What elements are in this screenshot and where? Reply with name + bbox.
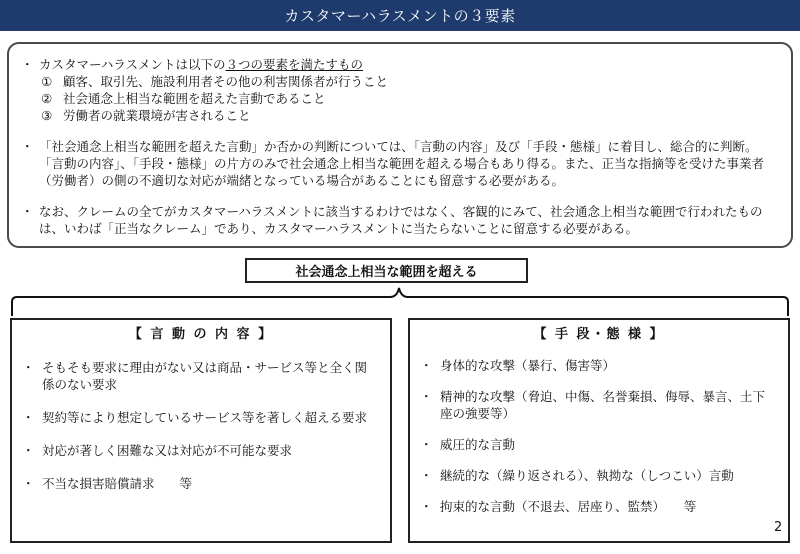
- list-item: ・ そもそも要求に理由がない又は商品・サービス等と全く関係のない要求: [22, 359, 376, 393]
- summary-lead-prefix: カスタマーハラスメントは以下の: [39, 57, 226, 72]
- list-item: ・ 拘束的な言動（不退去、居座り、監禁） 等: [420, 498, 774, 515]
- element-list: [39, 73, 773, 124]
- element-number: ①: [41, 74, 53, 89]
- element-text: 労働者の就業環境が害されること: [63, 108, 251, 123]
- element-number: ②: [41, 91, 53, 106]
- list-item: ・ 契約等により想定しているサービス等を著しく超える要求: [22, 409, 376, 426]
- page-number: 2: [774, 520, 783, 535]
- list-item: ・ 威圧的な言動: [420, 436, 774, 453]
- title-bar: [0, 0, 800, 31]
- page-title: カスタマーハラスメントの３要素: [284, 7, 516, 25]
- list-item: ・ 身体的な攻撃（暴行、傷害等）: [420, 357, 774, 374]
- element-item: [39, 73, 773, 90]
- element-text: 顧客、取引先、施設利用者その他の利害関係者が行うこと: [63, 74, 389, 89]
- summary-bullet-judgement: ・ 「社会通念上相当な範囲を超えた言動」か否かの判断については、「言動の内容」及び「手段・態様」に着目し、総合的に判断。「言動の内容」、「手段・態様」の片方のみで社会通念上相当な範囲を超える場合もあり得る。また、正当な指摘等を受けた事業者（労働者）の側の不適切な対応が端緒となっている場合があることにも留意する必要がある。: [21, 138, 773, 189]
- summary-bullet-definition: [21, 56, 773, 124]
- brace-connector: [0, 280, 800, 320]
- list-item: ・ 不当な損害賠償請求 等: [22, 475, 376, 492]
- means-manner-panel: [408, 318, 790, 543]
- speech-content-list: [12, 359, 390, 492]
- means-manner-header: 【 手 段・態 様 】: [533, 327, 665, 342]
- summary-lead: [39, 56, 773, 73]
- list-item: ・ 精神的な攻撃（脅迫、中傷、名誉棄損、侮辱、暴言、土下座の強要等）: [420, 388, 774, 422]
- summary-box: [7, 42, 793, 248]
- center-label: 社会通念上相当な範囲を超える: [245, 258, 528, 283]
- list-item: ・ 継続的な（繰り返される）、執拗な（しつこい）言動: [420, 467, 774, 484]
- summary-lead-underlined: ３つの要素を満たすもの: [225, 57, 364, 72]
- speech-content-header: 【 言 動 の 内 容 】: [128, 327, 274, 342]
- speech-content-panel: [10, 318, 392, 543]
- element-number: ③: [41, 108, 53, 123]
- element-text: 社会通念上相当な範囲を超えた言動であること: [63, 91, 326, 106]
- list-item: ・ 対応が著しく困難な又は対応が不可能な要求: [22, 442, 376, 459]
- summary-bullet-legitimate-claim: ・ なお、クレームの全てがカスタマーハラスメントに該当するわけではなく、客観的にみて、社会通念上相当な範囲で行われたものは、いわば「正当なクレーム」であり、カスタマーハラスメントに当たらないことに留意する必要がある。: [21, 203, 773, 237]
- element-item: [39, 107, 773, 124]
- element-item: [39, 90, 773, 107]
- means-manner-list: [410, 357, 788, 515]
